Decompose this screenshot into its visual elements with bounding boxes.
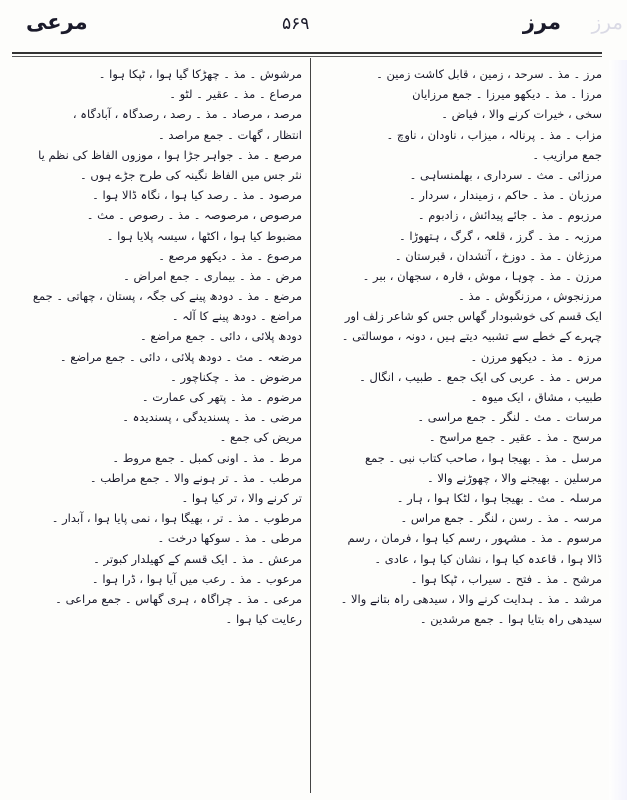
dictionary-line: مرشد ۔ مذ ۔ ہدایت کرنے والا ، سیدھی راہ بتانے والا ۔ bbox=[340, 591, 602, 606]
dictionary-line: مرضعہ ۔ مث ۔ دودھ پلائی ، دائی ۔ جمع مراضع ۔ bbox=[59, 349, 302, 364]
dictionary-line: دودھ پلائی ، دائی ۔ جمع مراضع ۔ bbox=[139, 329, 302, 344]
dictionary-line: مرضع ۔ مذ ۔ دودھ پینے کی جگہ ، پستان ، چھاتی ۔ جمع bbox=[32, 289, 302, 304]
dictionary-line: مرسح ۔ مذ ۔ عقیر ۔ جمع مراسح ۔ bbox=[428, 430, 602, 445]
left-column bbox=[14, 64, 302, 794]
header-right-word: مرز bbox=[522, 10, 561, 34]
dictionary-line: مضبوط کیا ہوا ، اکٹھا ، سیسہ پلایا ہوا ۔ bbox=[106, 228, 302, 243]
dictionary-line: مرصوص ، مرصوصہ ۔ مذ ۔ رصوص ۔ مث ۔ bbox=[86, 208, 302, 223]
dictionary-line: مرسل ۔ مذ ۔ بھیجا ہوا ، صاحب کتاب نبی ۔ جمع bbox=[364, 450, 602, 465]
dictionary-line: نثر جس میں الفاظ نگینہ کی طرح جڑے ہوں ۔ bbox=[80, 167, 302, 182]
dictionary-line: مرسات ۔ مث ۔ لنگر ۔ جمع مراسی ۔ bbox=[417, 410, 602, 425]
dictionary-line: چہرے کے خطے سے تشبیہ دیتے ہیں ، دونہ ، موسالتی ۔ bbox=[341, 329, 602, 344]
dictionary-line: مرسہ ۔ مذ ۔ رسن ، لنگر ۔ جمع مراس ۔ bbox=[400, 511, 602, 526]
dictionary-line: مرعش ۔ مذ ۔ ایک قسم کے کھیلدار کبوتر ۔ bbox=[93, 551, 302, 566]
dictionary-line: مرصاع ۔ مذ ۔ عقیر ۔ لٹو ۔ bbox=[169, 87, 302, 102]
dictionary-line: مرزبان ۔ مذ ۔ حاکم ، زمیندار ، سردار ۔ bbox=[409, 188, 602, 203]
dictionary-line: مرزن ۔ مذ ۔ چوہا ، موش ، فارہ ، سجھان ، ببر ۔ bbox=[362, 268, 602, 283]
dictionary-line: مرصد ، مرصاد ۔ مذ ۔ رصد ، رصدگاہ ، آبادگاہ ، bbox=[72, 107, 302, 122]
dictionary-line: ایک قسم کی خوشبودار گھاس جس کو شاعر زلف اور bbox=[344, 309, 602, 324]
dictionary-line: مرزغان ۔ مذ ۔ دوزخ ، آتشدان ، قبرستان ۔ bbox=[394, 248, 602, 263]
dictionary-line: مرطوب ۔ مذ ۔ تر ، بھیگا ہوا ، نمی پایا ہوا ، آبدار ۔ bbox=[51, 511, 302, 526]
dictionary-line: مرزبہ ۔ مذ ۔ گرز ، قلعہ ، گرگ ، ہتھوڑا ۔ bbox=[398, 228, 602, 243]
page-header bbox=[0, 6, 627, 46]
dictionary-line: مرسوم ۔ مذ ۔ مشہور ، رسم کیا ہوا ، فرمان ، رسم bbox=[347, 531, 602, 546]
dictionary-line: مرطب ۔ مذ ۔ تر ہونے والا ۔ جمع مراطب ۔ bbox=[89, 470, 302, 485]
header-rule-thin bbox=[12, 56, 602, 57]
dictionary-line: مرط ۔ مذ ۔ اونی کمبل ۔ جمع مروط ۔ bbox=[112, 450, 302, 465]
dictionary-line: مرشح ۔ مذ ۔ فتح ۔ سیراب ، ٹپکا ہوا ۔ bbox=[410, 571, 602, 586]
dictionary-line: مرزہ ۔ مذ ۔ دیکھو مرزن ۔ bbox=[470, 349, 602, 364]
header-rule bbox=[12, 52, 602, 54]
dictionary-line: مرزبوم ۔ مذ ۔ جائے پیدائش ، زادبوم ۔ bbox=[417, 208, 602, 223]
header-left-word: مرعی bbox=[26, 10, 88, 34]
dictionary-line: مرعی ۔ مذ ۔ چراگاہ ، ہری گھاس ۔ جمع مراعی ۔ bbox=[55, 591, 302, 606]
page-edge-shadow bbox=[609, 60, 627, 800]
dictionary-line: مرشوش ۔ مذ ۔ چھڑکا گیا ہوا ، ٹپکا ہوا ۔ bbox=[98, 67, 302, 81]
dictionary-line: مرزا ۔ مذ ۔ دیکھو میرزا ۔ جمع مرزایان bbox=[412, 87, 602, 102]
dictionary-line: مرس ۔ مذ ۔ عربی کی ایک جمع ۔ طبیب ، انگال ۔ bbox=[359, 369, 602, 384]
dictionary-line: انتظار ، گھات ۔ جمع مراصد ۔ bbox=[158, 127, 302, 142]
dictionary-line: مریض کی جمع ۔ bbox=[219, 430, 302, 445]
dictionary-line: سخی ، خیرات کرنے والا ، فیاض ۔ bbox=[441, 107, 602, 122]
dictionary-line: مرضی ۔ مذ ۔ پسندیدگی ، پسندیدہ ۔ bbox=[122, 410, 302, 425]
margin-bleed-word: مرز bbox=[591, 10, 623, 34]
dictionary-line: مرزائی ۔ مث ۔ سرداری ، بھلمنساہی ۔ bbox=[409, 167, 602, 182]
dictionary-line: مرضوض ۔ مذ ۔ چکناچور ۔ bbox=[170, 369, 302, 384]
dictionary-line: مراضع ۔ دودھ پینے کا آلہ ۔ bbox=[171, 309, 302, 324]
column-divider bbox=[310, 58, 311, 793]
dictionary-line: رعایت کیا ہوا ۔ bbox=[225, 612, 302, 627]
dictionary-line: مرز ۔ مذ ۔ سرحد ، زمین ، قابل کاشت زمین ۔ bbox=[376, 67, 602, 81]
dictionary-line: تر کرنے والا ، تر کیا ہوا ۔ bbox=[181, 490, 302, 505]
dictionary-line: مرضوم ۔ مذ ۔ پتھر کی عمارت ۔ bbox=[141, 390, 302, 404]
dictionary-line: مرعوب ۔ مذ ۔ رعب میں آیا ہوا ، ڈرا ہوا ۔ bbox=[91, 571, 302, 586]
dictionary-line: مرطی ۔ مذ ۔ سوکھا درخت ۔ bbox=[157, 531, 302, 546]
dictionary-line: مرسلین ۔ بھیجنے والا ، چھوڑنے والا ۔ bbox=[426, 470, 602, 485]
dictionary-line: طبیب ، مشاق ، ایک میوہ ۔ bbox=[470, 390, 602, 404]
dictionary-line: مرصوع ۔ مذ ۔ دیکھو مرصع ۔ bbox=[158, 248, 302, 263]
right-column bbox=[320, 64, 602, 794]
dictionary-line: ڈالا ہوا ، قاعدہ کیا ہوا ، نشان کیا ہوا ، عادی ۔ bbox=[374, 551, 602, 566]
dictionary-line: مرزنجوش ، مرزنگوش ۔ مذ ۔ bbox=[458, 289, 602, 304]
page-number: ۵۶۹ bbox=[282, 14, 310, 34]
dictionary-line: مرسلہ ۔ مث ۔ بھیجا ہوا ، لٹکا ہوا ، ہار ۔ bbox=[396, 490, 602, 505]
dictionary-line: جمع مرازیب ۔ bbox=[532, 147, 602, 162]
dictionary-line: مرصع ۔ مذ ۔ جواہر جڑا ہوا ، موزوں الفاظ کی نظم یا bbox=[38, 147, 302, 162]
dictionary-line: سیدھی راہ بتایا ہوا ۔ جمع مرشدین ۔ bbox=[419, 612, 602, 627]
dictionary-line: مرض ۔ مذ ۔ بیماری ۔ جمع امراض ۔ bbox=[123, 268, 302, 283]
dictionary-line: مرصود ۔ مذ ۔ رصد کیا ہوا ، نگاہ ڈالا ہوا ۔ bbox=[92, 188, 302, 203]
dictionary-line: مزاب ۔ مذ ۔ پرنالہ ، میزاب ، ناودان ، ناوچ ۔ bbox=[386, 127, 602, 142]
